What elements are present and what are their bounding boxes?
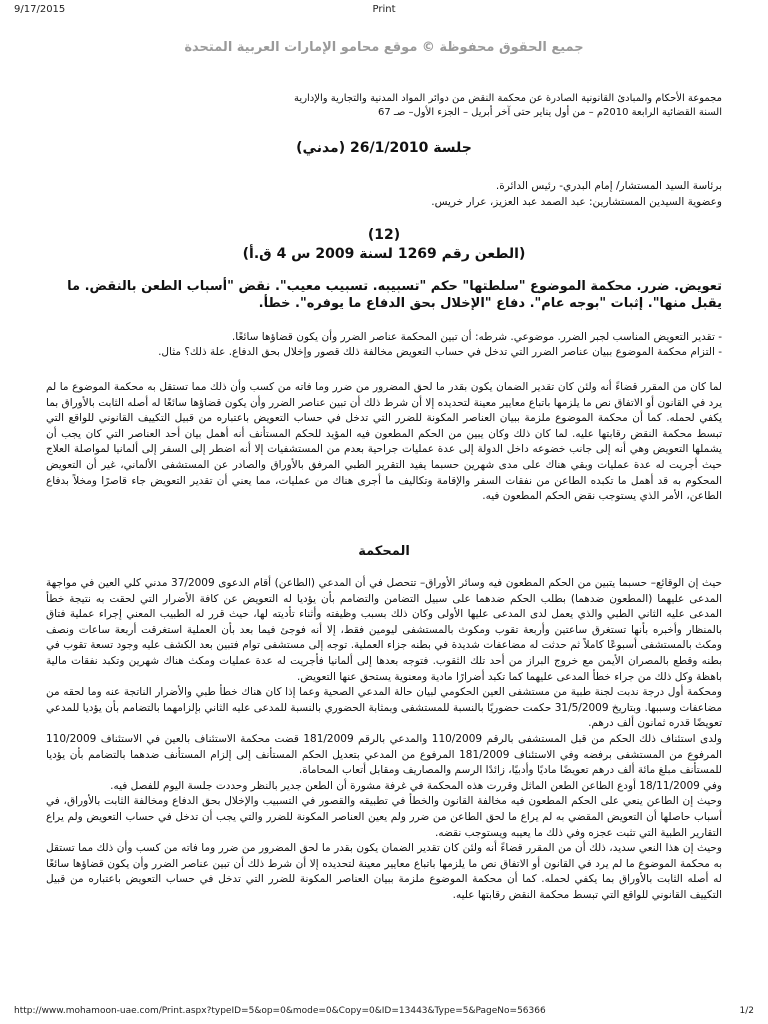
bench-members: وعضوية السيدين المستشارين: عبد الصمد عبد العزيز، عرار خريس.: [431, 196, 722, 208]
publication-line-2: السنة القضائية الرابعة 2010م – من أول يناير حتى آخر أبريل – الجزء الأول– صـ 67: [378, 107, 722, 118]
copyright-banner: جميع الحقوق محفوظة © موقع محامو الإمارات العربية المتحدة: [184, 40, 584, 55]
case-number: (12): [367, 227, 401, 243]
body-paragraph: وفي 18/11/2009 أودع الطاعن الطعن الماثل وقررت هذه المحكمة في غرفة مشورة أن الطعن جدير بالنظر وحددت جلسة اليوم للفصل فيه.: [110, 779, 722, 792]
legal-points: [46, 330, 722, 360]
publication-line-1: مجموعة الأحكام والمبادئ القانونية الصادرة عن محكمة النقض من دوائر المواد المدنية والتجارية والإدارية: [294, 93, 722, 104]
session-title: جلسة 26/1/2010 (مدني): [296, 140, 472, 156]
legal-point: - تقدير التعويض المناسب لجبر الضرر. موضوعي. شرطه: أن تبين المحكمة عناصر الضرر وأن يكون قضاؤها سائغًا.: [231, 331, 722, 343]
appeal-number: (الطعن رقم 1269 لسنة 2009 س 4 ق.أ): [242, 246, 526, 262]
principle-paragraph: لما كان من المقرر قضاءً أنه ولئن كان تقدير الضمان يكون بقدر ما لحق المضرور من ضرر وما فاته من كسب وأن ذلك مما تستقل به محكمة الموضوع ما لم يرد في القانون أو الاتفاق نص ما يلزمها باتباع معايير معينة لتحديده إلا أن شرط ذلك أن تبين عناصر الضرر وأن يكون قضاؤها سائغًا له أصله الثابت بالأوراق بما يكفي لحمله. كما أن محكمة الموضوع ملزمة ببيان العناصر المكونة للضرر التي تدخل في حساب التعويض باعتباره من قبيل التكييف القانوني للواقع التي تبسط محكمة النقض رقابتها عليه. لما كان ذلك وكان يبين من الحكم المطعون فيه المؤيد للحكم المستأنف أنه أهمل بيان أحد العناصر التي كان يجب أن يشملها التعويض وهي أنه إلى جانب خضوعه داخل الدولة إلى عدة عمليات جراحية بعدم من المستشفيات إلا أنه اضطر إلى السفر إلى ألمانيا لمواصلة العلاج حيث أجريت له عدة عمليات وبقي هناك على مدى شهرين حسبما يفيد التقرير الطبي المرفق بالأوراق والصادر عن المستشفى الألماني، غير أن التعويض المحكوم به قد أهمل ما تكبده الطاعن من نفقات السفر والإقامة وتكاليف ما أجرى هناك من عمليات، مما يعني أن تقدير التعويض جاء قاصرًا ومخلاً بدفاع الطاعن، الأمر الذي يستوجب نقض الحكم المطعون فيه.: [46, 381, 722, 503]
case-header: [46, 226, 722, 264]
print-header: [14, 4, 754, 20]
body-paragraph: وحيث إن هذا النعي سديد، ذلك أن من المقرر قضاءً أنه ولئن كان تقدير الضمان يكون بقدر ما لحق المضرور من ضرر وما فاته من كسب وأن ذلك مما تستقل به محكمة الموضوع ما لم يرد في القانون أو الاتفاق نص ما يلزمها باتباع معايير معينة لتحديده إلا أن شرط ذلك أن تبين عناصر الضرر وأن يكون قضاؤها سائغًا له أصله الثابت بالأوراق بما يكفي لحمله. كما أن محكمة الموضوع ملزمة ببيان العناصر المكونة للضرر التي تدخل في حساب التعويض باعتباره من قبيل التكييف القانوني للواقع التي تبسط محكمة النقض رقابتها عليه.: [46, 842, 722, 901]
page-number: 1/2: [739, 1006, 754, 1016]
bench-president: برئاسة السيد المستشار/ إمام البدري- رئيس الدائرة.: [495, 180, 722, 192]
body-paragraph: حيث إن الوقائع– حسبما يتبين من الحكم المطعون فيه وسائر الأوراق– تتحصل في أن المدعي (الطاعن) أقام الدعوى 37/2009 مدني كلي العين في مواجهة المدعى عليهما (المطعون ضدهما) بطلب الحكم ضدهما على سبيل التضامن والتضامم بأن يؤديا له التعويض عن كافة الأضرار التي لحقت به نتيجة خطأ المدعى عليه الثاني الطبي والذي يعمل لدى المدعى عليها الأولى وكان ذلك بسبب وظيفته وأثناء تأديته لها، حيث قرر له الطبيب المعني إجراء عملية فتاق بالمنظار وأخبره بأنها تستغرق ساعتين وأربعة تقوب ومكوث بالمستشفى ليومين فقط، إلا أنه فوجئ فيما بعد بأن العملية استغرقت أربعة ساعات ونصف ومكث بالمستشفى أسبوعًا كاملاً ثم حدثت له مضاعفات شديدة في بطنه جزاء العملية. توجه إلى مستشفى توام فتبين بعد الكشف عليه وجود تسعة تقوب في بطنه وقطع بالمصران الأيمن مع خروج البراز من أحد تلك الثقوب. فتوجه بعدها إلى ألمانيا فأجريت له عدة عمليات ومكث هناك شهرين وتكبد نفقات مالية باهظة وكل ذلك من جراء خطأ المدعى عليهما كما تكبد أضرارًا مادية ومعنوية يستحق عنها التعويض.: [46, 577, 723, 683]
body-paragraph: وحيث إن الطاعن ينعي على الحكم المطعون فيه مخالفة القانون والخطأ في تطبيقه والقصور في التسبيب والإخلال بحق الدفاع ومخالفة الثابت بالأوراق، في أسباب حاصلها أن التعويض المقضي به لم يراع ما لحق الطاعن من ضرر ولم يعين العناصر المكونة للضرر والتي يجب أن تدخل في حساب التعويض ولم يراع التقارير الطبية التي تثبت عجزه وفي ذلك ما يعيبه ويستوجب نقضه.: [46, 795, 722, 839]
body-paragraph: ولدى استئناف ذلك الحكم من قبل المستشفى بالرقم 110/2009 والمدعي بالرقم 181/2009 قضت محكمة الاستئناف بالعين في الاستئناف 110/2009 المرفوع من المستشفى برفضه وفي الاستئناف 181/2009 المرفوع من المدعي بتعديل الحكم المستأنف إلى إلزام المستأنف ضدهما بالتضامم بأن يؤديا للمستأنف مبلغ مائة ألف درهم تعويضًا ماديًا وأدبيًا، زائدًا الرسم والمصاريف ومقابل أتعاب المحاماة.: [46, 732, 723, 777]
court-heading: المحكمة: [358, 544, 410, 559]
judgment-body: [46, 576, 722, 903]
page-url: http://www.mohamoon-uae.com/Print.aspx?typeID=5&op=0&mode=0&Copy=0&ID=13443&Type=5&PageNo=56366: [14, 1006, 546, 1016]
case-summary: تعويض. ضرر. محكمة الموضوع "سلطتها" حكم "تسبيبه. تسبيب معيب". نقض "أسباب الطعن بالنقض. ما يقبل منها". إثبات "بوجه عام". دفاع "الإخلال بحق الدفاع ما يوفره". خطأ.: [67, 279, 722, 311]
bench-composition: [46, 178, 722, 210]
body-paragraph: ومحكمة أول درجة ندبت لجنة طبية من مستشفى العين الحكومي لبيان حالة المدعي الصحية وعما إذا كان هناك خطأ طبي والأضرار الناتجة عنه وما لحقه من مضاعفات وسببها. وبتاريخ 31/5/2009 حكمت حضوريًا بالنسبة للمستشفى وبمثابة الحضوري بالنسبة للمدعى عليه الثاني بإلزامهما بالتضامم بأن يؤديا للمدعي تعويضًا قدره ثمانون ألف درهم.: [46, 686, 722, 730]
print-footer: [14, 1006, 754, 1018]
print-date: 9/17/2015: [14, 4, 66, 15]
legal-point: - التزام محكمة الموضوع ببيان عناصر الضرر التي تدخل في حساب التعويض مخالفة ذلك قصور وإخلال بحق الدفاع. علة ذلك؟ مثال.: [158, 346, 722, 358]
publication-info: [46, 92, 722, 120]
print-title: Print: [372, 4, 396, 15]
